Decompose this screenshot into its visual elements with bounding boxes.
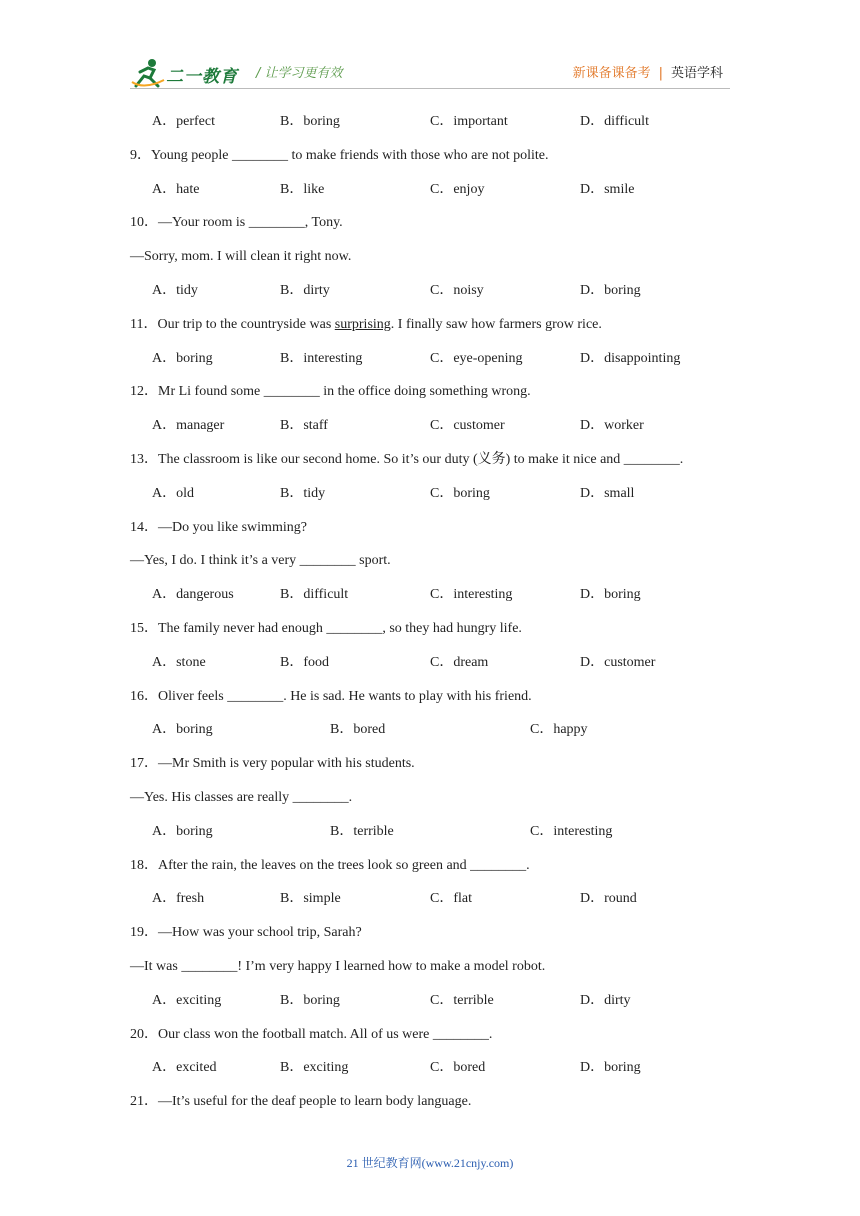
answer-option: B．boring: [280, 114, 340, 129]
answer-option: D．small: [580, 485, 635, 501]
answer-option: C．interesting: [430, 587, 513, 603]
answer-option: A．old: [152, 485, 194, 501]
header-divider: [130, 88, 730, 89]
answer-option: D．round: [580, 891, 637, 907]
answer-option: D．customer: [580, 654, 656, 670]
question-stem: [130, 688, 532, 706]
answer-option: D．dirty: [580, 992, 631, 1008]
stem-text: —Yes. His classes are really ________.: [130, 790, 353, 805]
answer-option: A．boring: [152, 350, 213, 366]
stem-text: —Sorry, mom. I will clean it right now.: [130, 249, 352, 265]
answer-option: A．exciting: [152, 992, 222, 1008]
stem-text: 19．—How was your school trip, Sarah?: [130, 925, 362, 941]
answer-option: D．boring: [580, 587, 641, 603]
stem-text: 12．Mr Li found some ________ in the office doing something wrong.: [130, 384, 531, 400]
answer-option: C．flat: [430, 891, 472, 907]
stem-text: 14．—Do you like swimming?: [130, 519, 307, 535]
stem-text: 9．Young people ________ to make friends with those who are not polite.: [130, 147, 549, 163]
question-stem: [130, 1026, 492, 1044]
answer-option: C．customer: [430, 418, 505, 434]
answer-option: A．excited: [152, 1060, 217, 1076]
header-subject-label: 英语学科: [670, 66, 723, 81]
question-stem: [130, 755, 415, 773]
answer-option: A．manager: [152, 418, 225, 434]
slogan: / 让学习更有效: [256, 66, 343, 81]
answer-option: C．noisy: [430, 283, 484, 298]
answer-option: C．interesting: [530, 823, 613, 839]
question-stem: [130, 620, 522, 638]
question-dialogue-line: [130, 789, 352, 807]
answer-option: A．boring: [152, 722, 213, 738]
answer-option: B．food: [280, 654, 329, 670]
answer-option: C．enjoy: [430, 181, 485, 197]
answer-option: B．difficult: [280, 587, 349, 603]
answer-option: D．boring: [580, 283, 641, 298]
stem-text: 18．After the rain, the leaves on the trees look so green and ________.: [130, 857, 530, 873]
logo: [130, 56, 250, 90]
stem-text: 21．—It’s useful for the deaf people to learn body language.: [130, 1094, 472, 1110]
answer-option: C．terrible: [430, 992, 494, 1008]
answer-option: D．worker: [580, 418, 644, 434]
answer-option: B．staff: [280, 418, 328, 434]
answer-option: C．bored: [430, 1060, 486, 1076]
answer-option: C．important: [430, 114, 508, 129]
question-dialogue-line: [130, 958, 545, 976]
answer-option: A．dangerous: [152, 587, 234, 603]
header-separator: |: [658, 66, 663, 81]
answer-option: A．boring: [152, 823, 213, 839]
underlined-word: surprising: [334, 316, 391, 332]
page-footer: 21 世纪教育网(www.21cnjy.com): [346, 1156, 514, 1170]
answer-option: B．simple: [280, 891, 341, 907]
answer-option: C．eye-opening: [430, 350, 523, 366]
stem-text: —Yes, I do. I think it’s a very ________ sport.: [130, 553, 391, 569]
answer-option: C．dream: [430, 654, 489, 670]
answer-option: D．boring: [580, 1060, 641, 1076]
question-stem: [130, 316, 602, 334]
question-stem: [130, 924, 362, 942]
header-course-label: 新课备课备考: [572, 66, 651, 81]
answer-option: B．tidy: [280, 485, 326, 501]
page-header: [0, 0, 860, 100]
answer-option: C．boring: [430, 485, 490, 501]
answer-option: B．dirty: [280, 283, 330, 298]
runner-logo-icon: [130, 56, 166, 90]
stem-text-after: . I finally saw how farmers grow rice.: [390, 316, 602, 332]
question-dialogue-line: [130, 552, 391, 570]
answer-option: D．difficult: [580, 114, 649, 129]
stem-text: 10．—Your room is ________, Tony.: [130, 215, 343, 231]
question-stem: [130, 1093, 471, 1111]
answer-option: B．terrible: [330, 823, 394, 839]
answer-option: A．fresh: [152, 891, 205, 907]
answer-option: B．bored: [330, 722, 386, 738]
answer-option: A．hate: [152, 181, 200, 197]
stem-text: 13．The classroom is like our second home. So it’s our duty (义务) to make it nice and ________.: [130, 452, 684, 467]
stem-text: —It was ________! I’m very happy I learned how to make a model robot.: [130, 959, 546, 974]
question-dialogue-line: [130, 248, 351, 266]
question-stem: [130, 519, 307, 537]
answer-option: A．perfect: [152, 114, 215, 129]
question-stem: [130, 214, 343, 232]
answer-option: B．boring: [280, 992, 340, 1008]
question-stem: [130, 451, 683, 469]
answer-option: C．happy: [530, 722, 588, 738]
stem-text: 20．Our class won the football match. All of us were ________.: [130, 1026, 493, 1042]
answer-option: B．interesting: [280, 350, 363, 366]
answer-option: B．like: [280, 181, 325, 197]
stem-text: 11．Our trip to the countryside was: [130, 316, 335, 332]
answer-option: D．disappointing: [580, 350, 681, 366]
question-stem: [130, 383, 531, 401]
logo-text: 二一教育: [166, 67, 238, 87]
stem-text: 17．—Mr Smith is very popular with his students.: [130, 756, 415, 772]
answer-option: D．smile: [580, 181, 635, 197]
answer-option: A．stone: [152, 654, 206, 670]
header-subject: [573, 62, 723, 81]
question-stem: [130, 147, 549, 165]
stem-text: 15．The family never had enough ________, so they had hungry life.: [130, 621, 522, 636]
answer-option: A．tidy: [152, 283, 198, 298]
question-stem: [130, 857, 530, 875]
stem-text: 16．Oliver feels ________. He is sad. He wants to play with his friend.: [130, 688, 532, 704]
answer-option: B．exciting: [280, 1060, 349, 1076]
